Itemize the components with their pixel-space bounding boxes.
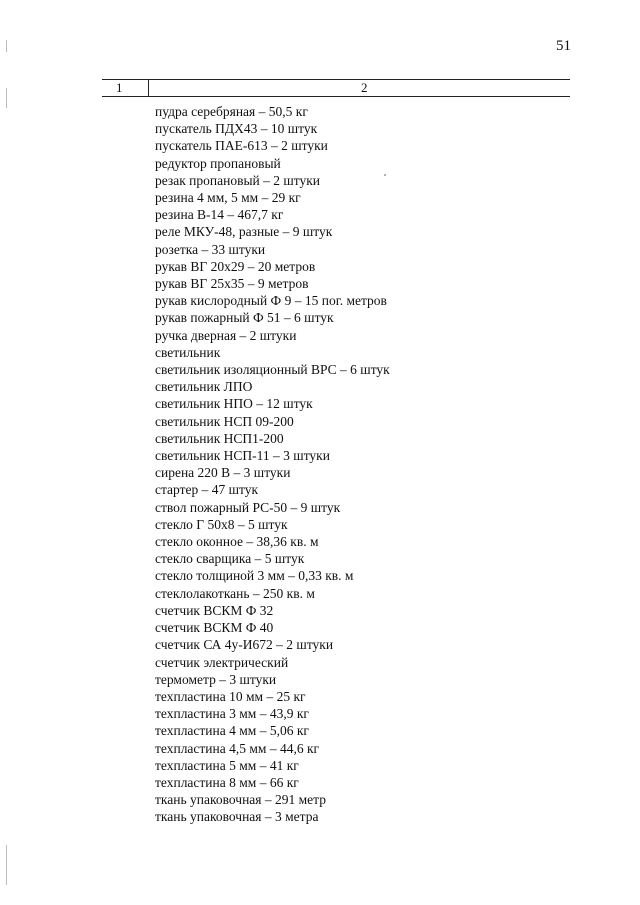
list-item: светильник НСП1-200 — [155, 430, 284, 446]
list-item: техпластина 3 мм – 43,9 кг — [155, 706, 309, 722]
list-item: техпластина 8 мм – 66 кг — [155, 774, 299, 790]
list-item: счетчик ВСКМ Ф 40 — [155, 620, 274, 636]
item-list — [155, 103, 390, 826]
list-item: пускатель ПДХ43 – 10 штук — [155, 121, 318, 137]
list-item: стартер – 47 штук — [155, 482, 259, 498]
list-item: стекло оконное – 38,36 кв. м — [155, 534, 319, 550]
list-item: резина 4 мм, 5 мм – 29 кг — [155, 190, 301, 206]
list-item: стекло сварщика – 5 штук — [155, 551, 305, 567]
list-item: резина В-14 – 467,7 кг — [155, 207, 284, 223]
list-item: рукав ВГ 20х29 – 20 метров — [155, 258, 316, 274]
list-item: техпластина 10 мм – 25 кг — [155, 688, 306, 704]
list-item: светильник НСП 09-200 — [155, 413, 294, 429]
left-margin-mark-top — [6, 40, 7, 52]
list-item: светильник — [155, 344, 221, 360]
list-item: светильник НСП-11 – 3 штуки — [155, 448, 330, 464]
list-item: резак пропановый – 2 штуки — [155, 172, 321, 188]
list-item: светильник ЛПО — [155, 379, 253, 395]
left-margin-mark-bottom — [6, 845, 7, 885]
list-item: термометр – 3 штуки — [155, 671, 277, 687]
list-item: рукав ВГ 25х35 – 9 метров — [155, 276, 309, 292]
list-item: счетчик электрический — [155, 654, 289, 670]
table-header-row — [102, 79, 570, 97]
list-item: светильник НПО – 12 штук — [155, 396, 313, 412]
left-margin-mark-mid — [6, 88, 7, 108]
list-item: светильник изоляционный ВРС – 6 штук — [155, 362, 390, 378]
list-item: пускатель ПАЕ-613 – 2 штуки — [155, 138, 328, 154]
column-1-header: 1 — [116, 80, 123, 95]
list-item: рукав пожарный Ф 51 – 6 штук — [155, 310, 334, 326]
list-item: сирена 220 В – 3 штуки — [155, 465, 291, 481]
list-item: ткань упаковочная – 3 метра — [155, 809, 319, 825]
list-item: стеклолакоткань – 250 кв. м — [155, 585, 315, 601]
list-item: реле МКУ-48, разные – 9 штук — [155, 224, 333, 240]
list-item: техпластина 4,5 мм – 44,6 кг — [155, 740, 320, 756]
column-divider — [148, 80, 149, 96]
list-item: рукав кислородный Ф 9 – 15 пог. метров — [155, 293, 387, 309]
page-number: 51 — [556, 38, 571, 54]
list-item: розетка – 33 штуки — [155, 241, 266, 257]
list-item: счетчик СА 4у-И672 – 2 штуки — [155, 637, 334, 653]
column-2-header: 2 — [361, 80, 368, 95]
list-item: стекло Г 50х8 – 5 штук — [155, 516, 288, 532]
list-item: стекло толщиной 3 мм – 0,33 кв. м — [155, 568, 354, 584]
list-item: пудра серебряная – 50,5 кг — [155, 104, 308, 119]
list-item: редуктор пропановый — [155, 155, 281, 171]
list-item: ручка дверная – 2 штуки — [155, 327, 297, 343]
list-item: ткань упаковочная – 291 метр — [155, 792, 326, 808]
list-item: техпластина 4 мм – 5,06 кг — [155, 723, 309, 739]
list-item: ствол пожарный РС-50 – 9 штук — [155, 499, 341, 515]
list-item: счетчик ВСКМ Ф 32 — [155, 602, 274, 618]
list-item: техпластина 5 мм – 41 кг — [155, 757, 299, 773]
